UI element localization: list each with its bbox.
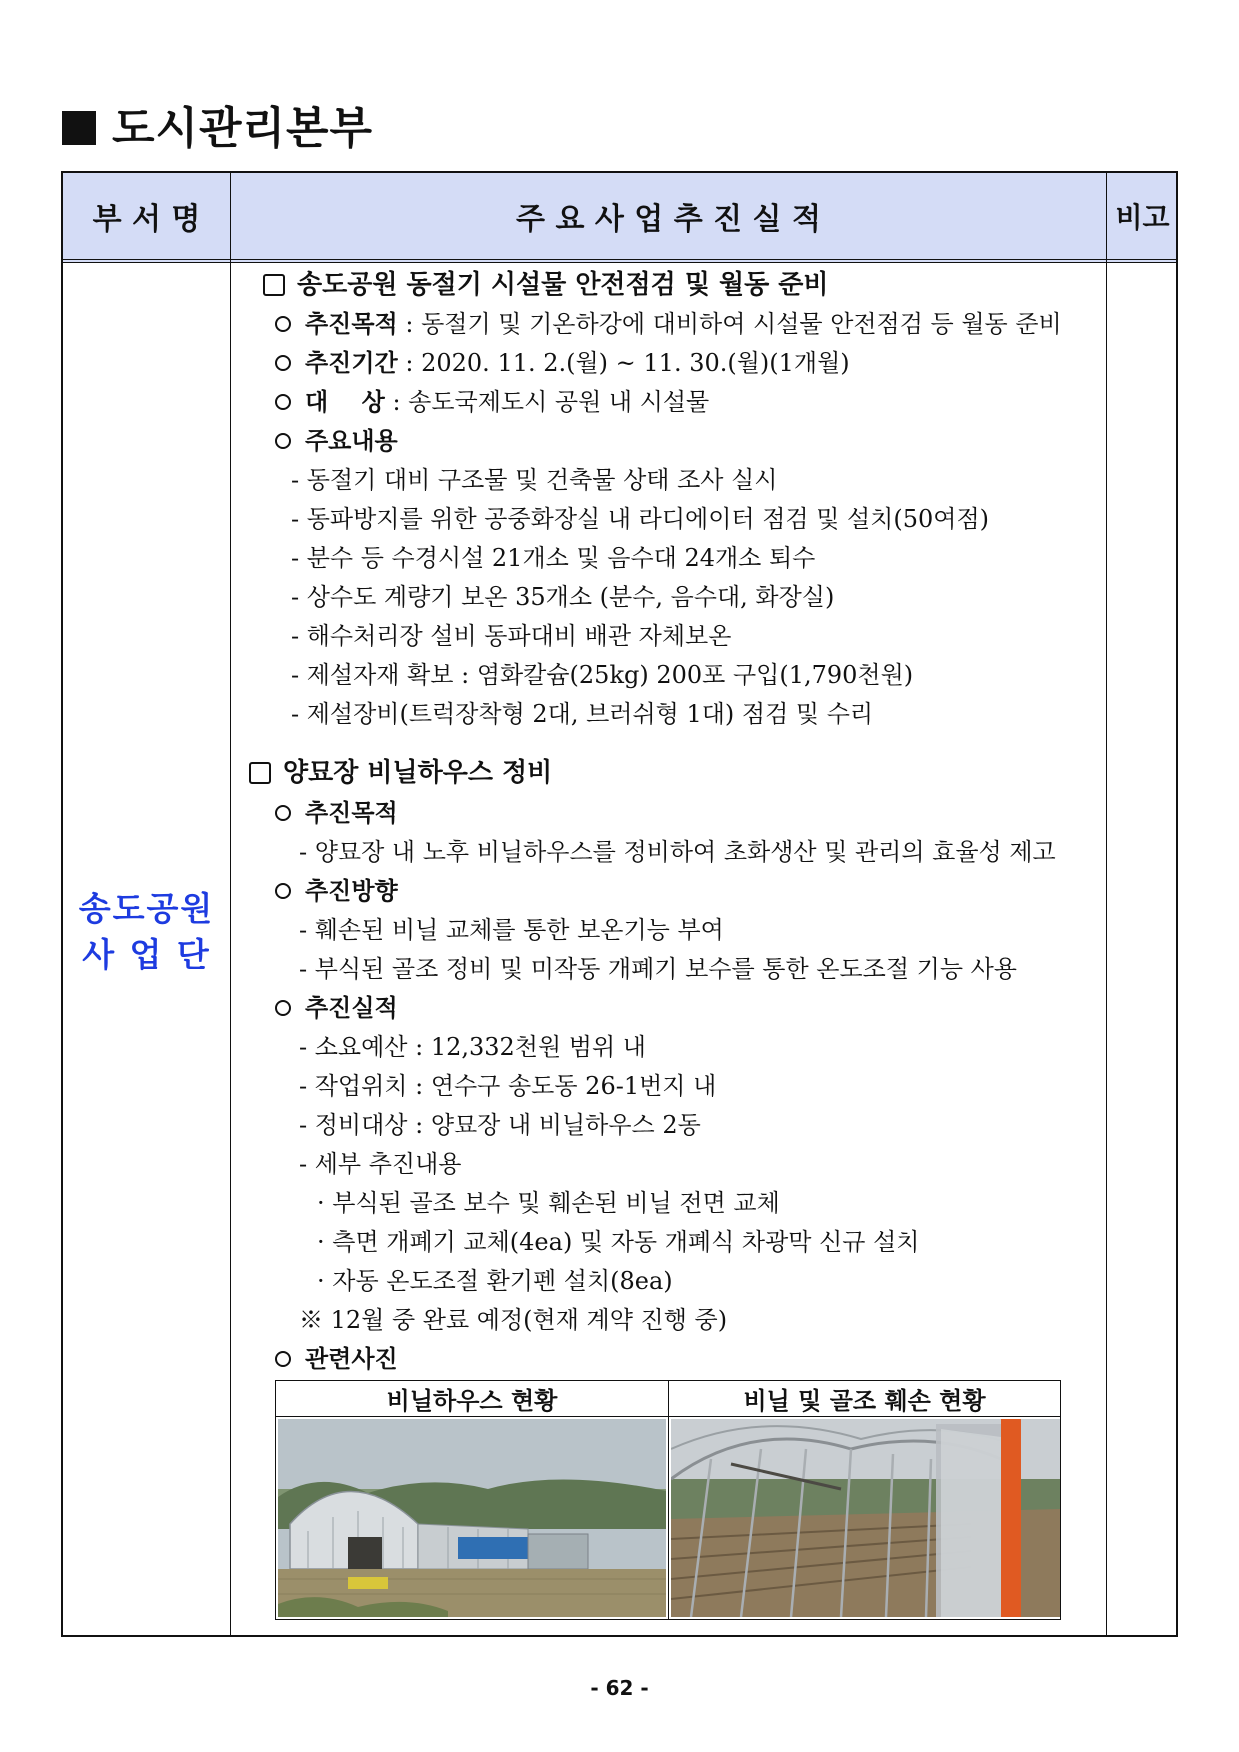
- greenhouse-photo: [278, 1419, 666, 1617]
- list-item: - 해수처리장 설비 동파대비 배관 자체보온: [291, 622, 732, 650]
- list-item: - 동절기 대비 구조물 및 건축물 상태 조사 실시: [291, 466, 778, 494]
- photo-label: 관련사진: [305, 1345, 398, 1373]
- circle-bullet-icon: [275, 805, 291, 821]
- circle-bullet-icon: [275, 316, 291, 332]
- purpose-label: 추진목적: [305, 310, 398, 338]
- purpose-label: 추진목적: [305, 799, 398, 827]
- header-dept: 부 서 명: [92, 202, 201, 237]
- list-item: - 세부 추진내용: [299, 1150, 462, 1178]
- circle-bullet-icon: [275, 355, 291, 371]
- content-label: 주요내용: [305, 427, 398, 455]
- page-number: - 62 -: [590, 1676, 649, 1700]
- list-item: - 작업위치 : 연수구 송도동 26-1번지 내: [299, 1072, 717, 1100]
- dept-name: [63, 886, 230, 978]
- section2-photos: [275, 1344, 398, 1374]
- section1-title-text: 송도공원 동절기 시설물 안전점검 및 월동 준비: [297, 270, 829, 300]
- section2-title: [249, 758, 552, 788]
- circle-bullet-icon: [275, 433, 291, 449]
- section2-purpose: [275, 798, 398, 828]
- list-item: - 정비대상 : 양묘장 내 비닐하우스 2동: [299, 1111, 701, 1139]
- list-item: - 제설자재 확보 : 염화칼슘(25kg) 200포 구입(1,790천원): [291, 661, 914, 689]
- damaged-frame-photo: [671, 1419, 1060, 1617]
- list-item: - 분수 등 수경시설 21개소 및 음수대 24개소 퇴수: [291, 544, 816, 572]
- page-title-text: 도시관리본부: [112, 103, 374, 154]
- column-divider: [1106, 173, 1107, 1635]
- list-item: - 소요예산 : 12,332천원 범위 내: [299, 1033, 646, 1061]
- photo-table: [275, 1380, 1061, 1620]
- greenhouse-photo-image: [278, 1419, 666, 1617]
- photo-title-2: 비닐 및 골조 훼손 현황: [669, 1381, 1060, 1417]
- list-item: - 훼손된 비닐 교체를 통한 보온기능 부여: [299, 916, 724, 944]
- damaged-frame-photo-image: [671, 1419, 1060, 1617]
- direction-label: 추진방향: [305, 877, 398, 905]
- black-square-icon: [62, 111, 96, 145]
- detail-item: · 측면 개폐기 교체(4ea) 및 자동 개폐식 차광막 신규 설치: [317, 1228, 920, 1256]
- checkbox-icon: [249, 762, 271, 784]
- header-note: 비고: [1115, 201, 1170, 234]
- circle-bullet-icon: [275, 883, 291, 899]
- list-item: - 양묘장 내 노후 비닐하우스를 정비하여 초화생산 및 관리의 효율성 제고: [299, 838, 1056, 866]
- list-item: - 동파방지를 위한 공중화장실 내 라디에이터 점검 및 설치(50여점): [291, 505, 990, 533]
- section2-result: [275, 993, 398, 1023]
- note-text: ※ 12월 중 완료 예정(현재 계약 진행 중): [299, 1306, 728, 1334]
- list-item: - 부식된 골조 정비 및 미작동 개폐기 보수를 통한 온도조절 기능 사용: [299, 955, 1017, 983]
- column-divider: [230, 173, 231, 1635]
- circle-bullet-icon: [275, 1351, 291, 1367]
- result-label: 추진실적: [305, 994, 398, 1022]
- section1-purpose: [275, 309, 1062, 339]
- section1-period: [275, 348, 850, 378]
- list-item: - 제설장비(트럭장착형 2대, 브러쉬형 1대) 점검 및 수리: [291, 700, 874, 728]
- section2-title-text: 양묘장 비닐하우스 정비: [283, 758, 553, 788]
- detail-item: · 자동 온도조절 환기펜 설치(8ea): [317, 1267, 673, 1295]
- header-main: 주 요 사 업 추 진 실 적: [516, 202, 821, 237]
- target-label: 대 상: [305, 388, 385, 416]
- section1-content: [275, 426, 398, 456]
- section1-target: [275, 387, 709, 417]
- circle-bullet-icon: [275, 394, 291, 410]
- period-value: : 2020. 11. 2.(월) ~ 11. 30.(월)(1개월): [405, 349, 850, 377]
- photo-title-1: 비닐하우스 현황: [276, 1381, 668, 1417]
- section1-title: [263, 270, 829, 300]
- list-item: - 상수도 계량기 보온 35개소 (분수, 음수대, 화장실): [291, 583, 835, 611]
- target-value: : 송도국제도시 공원 내 시설물: [392, 388, 710, 416]
- period-label: 추진기간: [305, 349, 398, 377]
- dept-name-line1: 송도공원: [78, 889, 215, 928]
- detail-item: · 부식된 골조 보수 및 훼손된 비닐 전면 교체: [317, 1189, 780, 1217]
- section2-direction: [275, 876, 398, 906]
- circle-bullet-icon: [275, 1000, 291, 1016]
- page-title: [62, 92, 373, 156]
- checkbox-icon: [263, 274, 285, 296]
- purpose-value: : 동절기 및 기온하강에 대비하여 시설물 안전점검 등 월동 준비: [405, 310, 1062, 338]
- dept-name-line2: 사 업 단: [82, 935, 211, 974]
